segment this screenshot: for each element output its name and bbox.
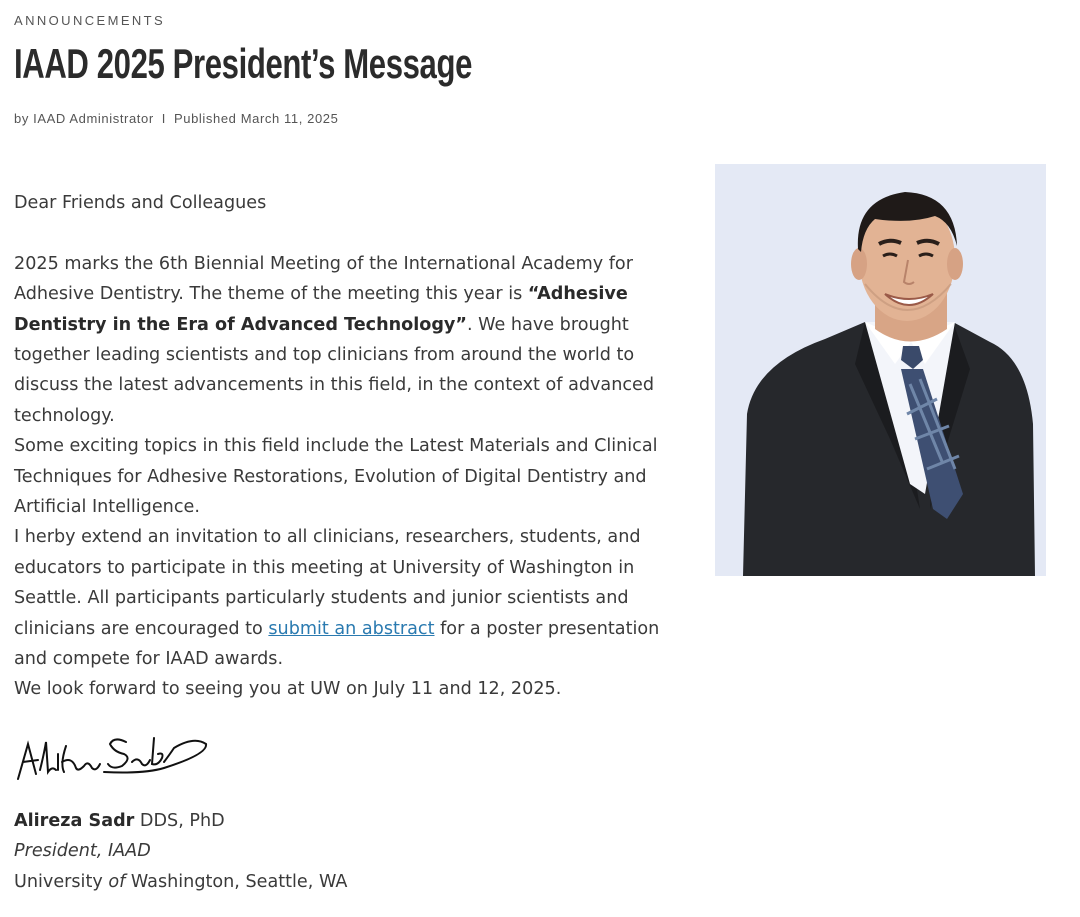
intro-text-end: . We have brought together leading scientists and top clinicians from around the world to discuss the latest advancements in this field, in the context of advanced technology. xyxy=(14,314,655,426)
signatory-role xyxy=(14,836,347,866)
president-photo xyxy=(715,164,1046,576)
invitation-text: I herby extend an invitation to all clinicians, researchers, students, and educators to participate in this meeting at University of Washington in Seattle. All participants particularly students and junior scientists and clinicians are encouraged to xyxy=(14,527,641,639)
submit-abstract-link[interactable]: submit an abstract xyxy=(268,618,435,639)
intro-text: 2025 marks the 6th Biennial Meeting of the International Academy for Adhesive Dentistry. The theme of the meeting this year is xyxy=(14,253,633,305)
paragraph-closing: We look forward to seeing you at UW on July 11 and 12, 2025. xyxy=(14,679,562,700)
invitation-text-end: for a poster presentation and compete for IAAD awards. xyxy=(14,618,660,670)
author-byline[interactable]: by IAAD Administrator xyxy=(14,111,154,126)
published-date: Published March 11, 2025 xyxy=(173,111,339,126)
affiliation-end: Washington, Seattle, WA xyxy=(125,871,348,892)
affiliation-of: of xyxy=(108,871,126,892)
meeting-theme: “Adhesive Dentistry in the Era of Advanced Technology” xyxy=(14,284,628,335)
role-text: President, IAAD xyxy=(14,841,151,862)
letter-body xyxy=(14,188,694,705)
affiliation-start: University xyxy=(14,871,109,892)
signatory-affiliation xyxy=(14,867,347,897)
paragraph-invitation xyxy=(14,522,694,674)
meta-separator: I xyxy=(161,111,166,126)
handwritten-signature xyxy=(14,724,208,784)
category-label[interactable]: ANNOUNCEMENTS xyxy=(14,13,166,28)
signatory-line xyxy=(14,806,347,836)
paragraph-intro xyxy=(14,249,694,431)
signatory-credentials: DDS, PhD xyxy=(134,811,225,831)
paragraph-gap xyxy=(14,218,694,248)
signature-block xyxy=(14,806,347,897)
paragraph-topics: Some exciting topics in this field include the Latest Materials and Clinical Techniques for Adhesive Restorations, Evolution of Digital Dentistry and Artificial Intelligence. xyxy=(14,436,658,518)
signatory-name: Alireza Sadr xyxy=(14,811,135,831)
portrait-illustration xyxy=(715,164,1046,576)
greeting: Dear Friends and Colleagues xyxy=(14,193,267,213)
post-meta xyxy=(14,111,338,126)
page-title: IAAD 2025 President’s Message xyxy=(14,40,472,87)
